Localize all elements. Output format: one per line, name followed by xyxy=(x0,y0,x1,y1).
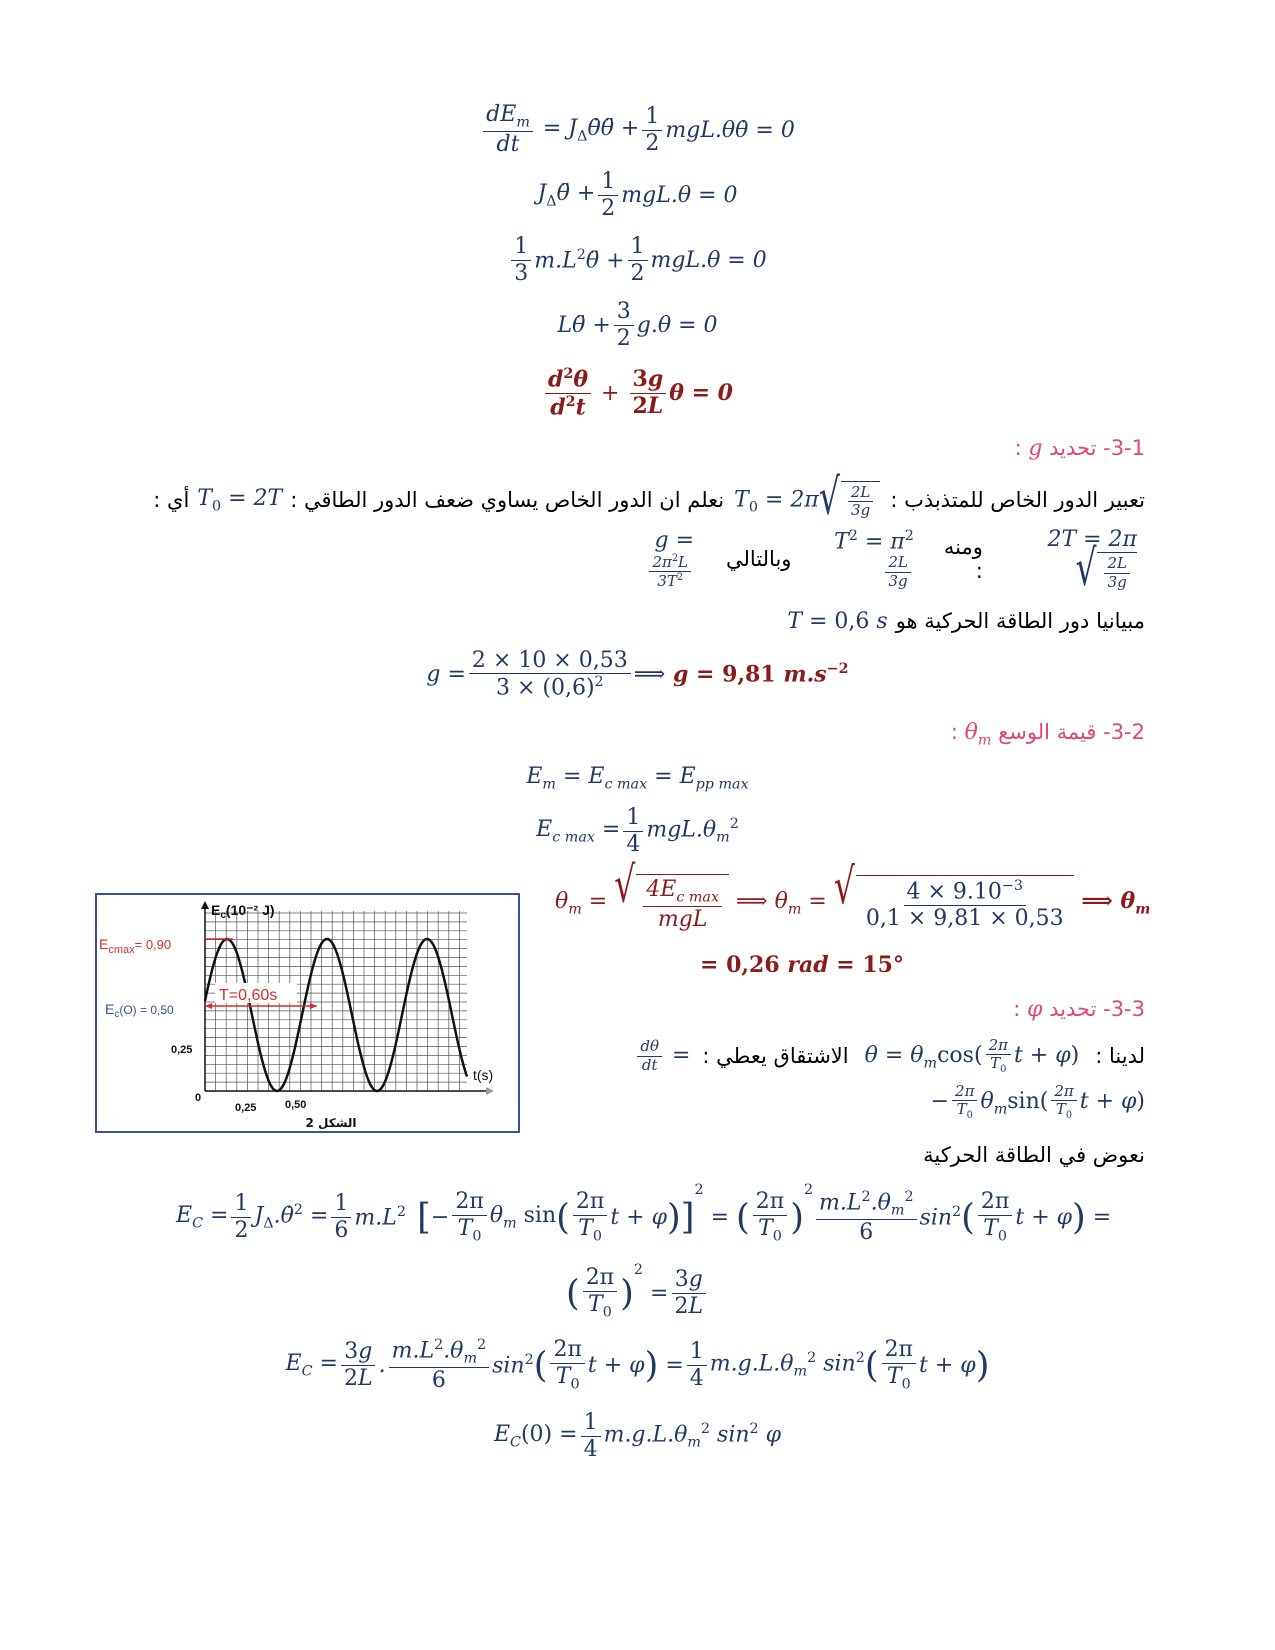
equation-ecmax: $E_{c max}$ = $\frac{1}{4}$ $mgL.\theta_m^2$ xyxy=(536,805,739,857)
tick-x-050: 0,50 xyxy=(285,1099,307,1111)
equation-3: $\frac{1}{3}$ $m.L^2\thetä$ + $\frac{1}{2}$ mgL.θ = 0 xyxy=(0,230,1275,290)
equation-ec-expansion: $E_C$ = $\frac{1}{2}$ $J_\Delta.\thetȧ^2$ = $\frac{1}{6}$ $m.L^2$ [ − $\frac{2\pi}{T_0}$ $\theta_m$ sin ( $\frac{2\pi}{T_0}$ t + φ ) ] $^2$ = ( $\frac{2\pi}{T_0}$ ) $^2$ $\frac{m.L^2.\theta_m^2}{6}$ $\sin^2$ ( $\frac{2\pi}{T_0}$ t + φ ) = xyxy=(176,1182,1112,1245)
text-line-derivative-cont: − $\frac{2\pi}{T_0}$ $\theta_m\sin$( $\frac{2\pi}{T_0}$ t + φ) xyxy=(930,1081,1145,1122)
text-line-period: تعبير الدور الخاص للمتذبذب : $T_0 = 2\pi$ √ $\frac{2L}{3g}$ نعلم ان الدور الخاص يساوي ضعف الدور الطاقي : $T_0 = 2T$ أي : xyxy=(153,466,1145,526)
heading-3-1: 3-1- تحديد g : xyxy=(1014,436,1145,461)
equation-theta-m: $\theta_m$ = √ $\frac{4E_{c max}}{\text{mgL}}$ ⟹ $\theta_m$ = √ $\frac{4 \times 9.10^{-3}}{0,1 \times 9,81 \times 0,53}$ ⟹ $\theta_m$ xyxy=(555,854,1151,932)
tick-x-025: 0,25 xyxy=(235,1102,257,1114)
heading-3-2: 3-2- قيمة الوسع $\theta_m$ : xyxy=(950,720,1145,749)
equation-ec-simplified: $E_C$ = $\frac{3g}{2L}$ . $\frac{m.L^2.\theta_m^2}{6}$ $\sin^2$ ( $\frac{2\pi}{T_0}$ t + φ ) = $\frac{1}{4}$ $m.g.L.\theta_m^2$ $\sin^2$ ( $\frac{2\pi}{T_0}$ t + φ ) xyxy=(285,1336,990,1393)
equation-em: $E_m = E_{c max} = E_{pp max}$ xyxy=(526,763,749,793)
y-axis-label: $E_c(10^{-2}$ J) xyxy=(211,902,275,921)
equation-energy-derivative: $\frac{dE_m}{dt}$ = $J_\Delta\thetȧ\thetä$ + $\frac{1}{2}$ mgL.θθ̇ = 0 xyxy=(0,100,1275,160)
equation-differential: $\frac{d^2\theta}{d^2t}$ + $\frac{3g}{2L}$ θ = 0 xyxy=(0,360,1275,426)
origin: 0 xyxy=(195,1092,202,1104)
ecmax-label: $E_{cmax}= 0,90$ xyxy=(99,936,172,956)
period-label: T=0,60s xyxy=(219,987,278,1004)
equation-g-result: g = $\frac{2 \times 10 \times 0,53}{3 \times (0,6)^2}$ ⟹ g = 9,81 $m.s^{-2}$ xyxy=(426,647,849,701)
text-line-derivative: لدينا : $\theta = \theta_m\cos$( $\frac{2\pi}{T_0}$ t + φ) الاشتقاق يعطي : $\frac{d\theta}{dt}$ = xyxy=(615,1034,1145,1078)
tick-y-025: 0,25 xyxy=(171,1044,193,1056)
ec0-label: $E_c(O) = 0,50$ xyxy=(105,1001,174,1020)
figure-caption: الشكل 2 xyxy=(305,1116,357,1130)
equation-theta-m-value: = 0,26 rad = 15° xyxy=(700,952,904,978)
text-line-graph-period: مبيانيا دور الطاقة الحركية هو T = 0,6 s xyxy=(787,608,1145,634)
equation-2: $J_\Delta\thetä$ + $\frac{1}{2}$ mgL.θ = 0 xyxy=(537,169,738,221)
kinetic-energy-graph xyxy=(95,893,520,1133)
equation-4: Lθ̈ + $\frac{3}{2}$ g.θ = 0 xyxy=(557,299,718,351)
text-line-substitute: نعوض في الطاقة الحركية xyxy=(923,1143,1145,1167)
x-axis-label: t(s) xyxy=(473,1067,494,1083)
text-line-g-derivation: 2T = 2π √ $\frac{2L}{3g}$ ومنه : $T^2 = \pi^2$ $\frac{2L}{3g}$ وبالتالي g = $\frac{2\pi^2L}{3T^2}$ xyxy=(585,535,1145,583)
heading-3-3: 3-3- تحديد φ : xyxy=(1013,997,1145,1022)
equation-ec-zero: $E_C(0)$ = $\frac{1}{4}$ $m.g.L.\theta_m^2$ $\sin^2 \varphi$ xyxy=(493,1410,782,1462)
equation-omega-squared: ( $\frac{2\pi}{T_0}$ ) $^2$ = $\frac{3g}{2L}$ xyxy=(0,1262,1275,1324)
